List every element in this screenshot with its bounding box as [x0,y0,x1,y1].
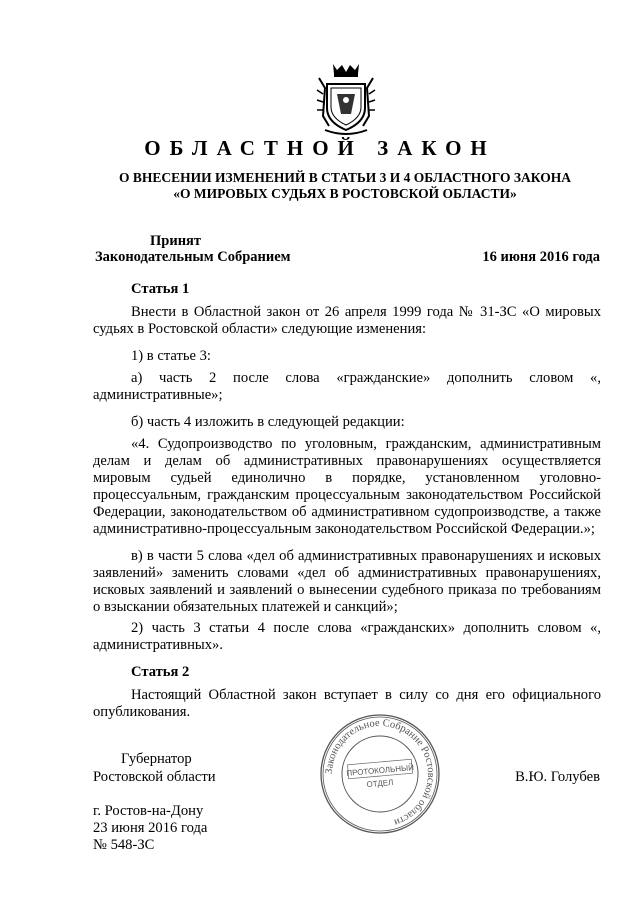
adopted-label: Принят [150,233,202,249]
stamp-center-line-1: ПРОТОКОЛЬНЫЙ [346,763,415,778]
article-1-item-1: 1) в статье 3: [131,348,211,364]
subtitle-line-1: О ВНЕСЕНИИ ИЗМЕНЕНИЙ В СТАТЬИ 3 И 4 ОБЛАСТНОГО ЗАКОНА [119,170,571,185]
regional-coat-of-arms-icon [315,60,377,136]
article-1-item-1a: а) часть 2 после слова «гражданские» дополнить словом «, административные»; [93,370,601,403]
signatory-title-line-1: Губернатор [121,751,192,767]
article-1-intro: Внести в Областной закон от 26 апреля 1999 года № 31-ЗС «О мировых судьях в Ростовской области» следующие изменения: [93,304,601,337]
issue-city: г. Ростов-на-Дону [93,803,204,819]
law-number: № 548-ЗС [93,837,155,853]
article-1-item-1b-quote: «4. Судопроизводство по уголовным, гражданским, административным делам и делам об административных правонарушениях осуществляется мировым судьей единолично в порядке, установленном уголовно-процессуальным, гражданским процессуальным законодательством Российской Федерации, законодательством об административном судопроизводстве, а также административно-процессуальным законодательством Российской Федерации.»; [93,436,601,537]
article-1-item-2: 2) часть 3 статьи 4 после слова «гражданских» дополнить словом «, административных». [93,620,601,653]
article-1-heading: Статья 1 [131,281,190,297]
official-stamp [318,712,442,836]
article-2-heading: Статья 2 [131,664,190,680]
adopted-by: Законодательным Собранием [95,249,291,265]
signatory-title-line-2: Ростовской области [93,769,216,785]
document-title: ОБЛАСТНОЙ ЗАКОН [144,136,496,160]
article-1-item-1b: б) часть 4 изложить в следующей редакции: [131,414,405,430]
adoption-date: 16 июня 2016 года [482,249,600,265]
document-subtitle [95,170,595,202]
issue-details [93,803,207,854]
issue-date: 23 июня 2016 года [93,820,208,836]
stamp-center-line-2: ОТДЕЛ [366,777,394,790]
article-2-text: Настоящий Областной закон вступает в силу со дня его официального опубликования. [93,687,601,720]
stamp-ring-text: Законодательное Собрание Ростовской области [323,717,437,828]
subtitle-line-2: «О МИРОВЫХ СУДЬЯХ В РОСТОВСКОЙ ОБЛАСТИ» [173,186,517,201]
article-1-item-1c: в) в части 5 слова «дел об административных правонарушениях и исковых заявлений» заменить словами «дел об административных правонарушениях, исковых заявлений и заявлений о вынесении судебного приказа по требованиям о взыскании обязательных платежей и санкций»; [93,548,601,615]
signatory-name: В.Ю. Голубев [515,769,600,785]
